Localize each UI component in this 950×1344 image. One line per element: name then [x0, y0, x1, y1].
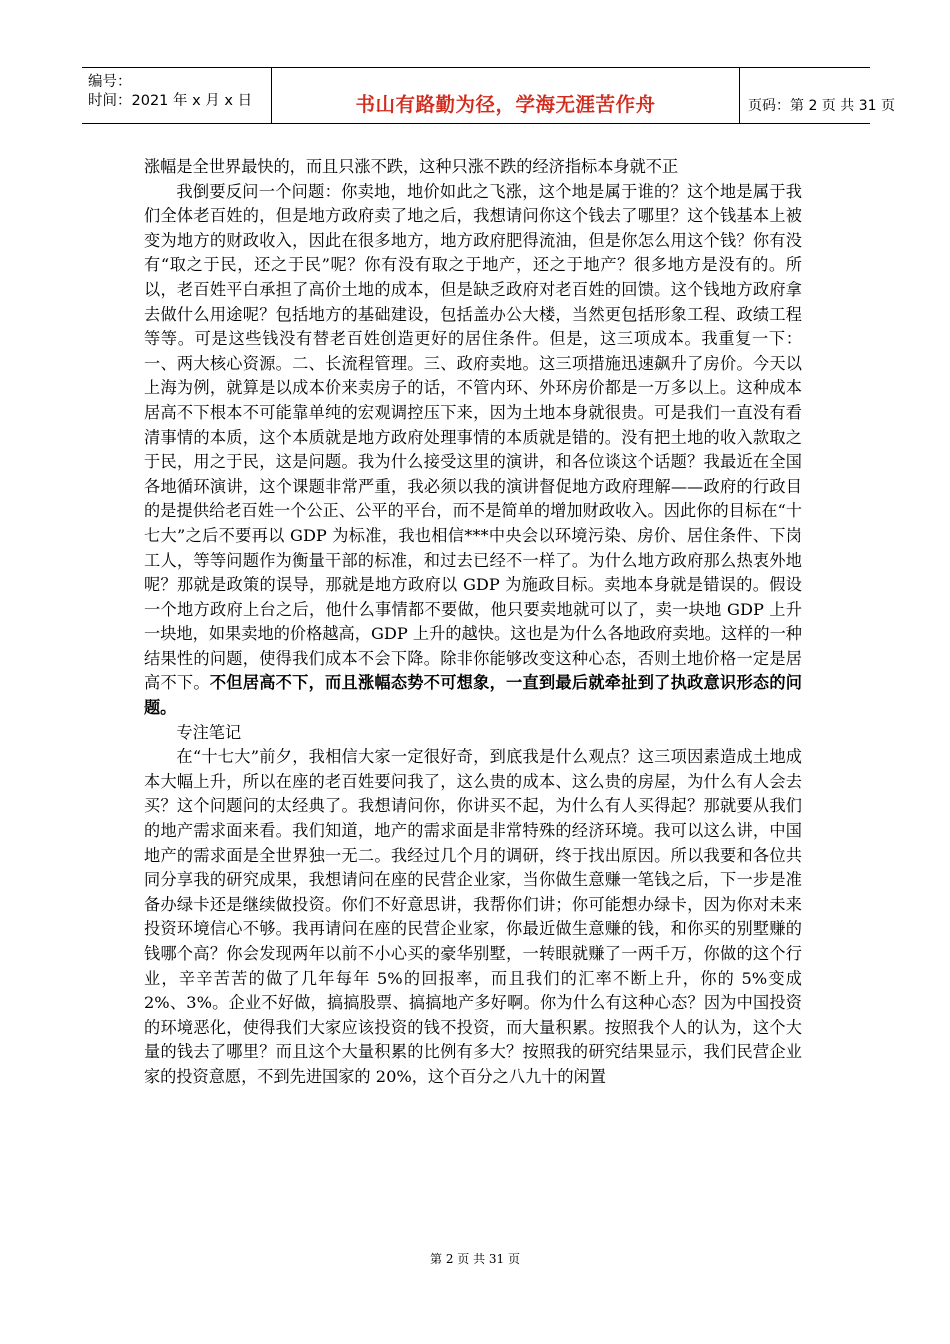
document-body	[144, 155, 802, 1090]
paragraph-text: 我倒要反问一个问题：你卖地，地价如此之飞涨，这个地是属于谁的？这个地是属于我们全体老百姓的，但是地方政府卖了地之后，我想请问你这个钱去了哪里？这个钱基本上被变为地方的财政收入，因此在很多地方，地方政府肥得流油，但是你怎么用这个钱？你有没有“取之于民，还之于民”呢？你有没有取之于地产，还之于地产？很多地方是没有的。所以，老百姓平白承担了高价土地的成本，但是缺乏政府对老百姓的回馈。这个钱地方政府拿去做什么用途呢？包括地方的基础建设，包括盖办公大楼，当然更包括形象工程、政绩工程等等。可是这些钱没有替老百姓创造更好的居住条件。但是，这三项成本。我重复一下：一、两大核心资源。二、长流程管理。三、政府卖地。这三项措施迅速飙升了房价。今天以上海为例，就算是以成本价来卖房子的话，不管内环、外环房价都是一万多以上。这种成本居高不下根本不可能靠单纯的宏观调控压下来，因为土地本身就很贵。可是我们一直没有看清事情的本质，这个本质就是地方政府处理事情的本质就是错的。没有把土地的收入款取之于民，用之于民，这是问题。我为什么接受这里的演讲，和各位谈这个话题？我最近在全国各地循环演讲，这个课题非常严重，我必须以我的演讲督促地方政府理解——政府的行政目的是提供给老百姓一个公正、公平的平台，而不是简单的增加财政收入。因此你的目标在“十七大”之后不要再以 GDP 为标准，我也相信***中央会以环境污染、房价、居住条件、下岗工人，等等问题作为衡量干部的标准，和过去已经不一样了。为什么地方政府那么热衷外地呢？那就是政策的误导，那就是地方政府以 GDP 为施政目标。卖地本身就是错误的。假设一个地方政府上台之后，他什么事情都不要做，他只要卖地就可以了，卖一块地 GDP 上升一块地，如果卖地的价格越高，GDP 上升的越快。这也是为什么各地政府卖地。这样的一种结果性的问题，使得我们成本不会下降。除非你能够改变这种心态，否则土地价格一定是居高不下。	[144, 181, 802, 693]
paragraph-bold-text: 不但居高不下，而且涨幅态势不可想象，一直到最后就牵扯到了执政意识形态的问题。	[144, 673, 802, 718]
paragraph-continuation: 涨幅是全世界最快的，而且只涨不跌，这种只涨不跌的经济指标本身就不正	[144, 157, 679, 176]
date-label: 时间：2021 年 x 月 x 日	[88, 93, 253, 109]
header-motto-cell	[271, 68, 740, 123]
serial-number-label: 编号：	[88, 74, 132, 90]
notes-heading: 专注笔记	[176, 722, 242, 742]
page-footer: 第 2 页 共 31 页	[430, 1252, 520, 1266]
paragraph-seventeenth-congress: 在“十七大”前夕，我相信大家一定很好奇，到底我是什么观点？这三项因素造成土地成本大幅上升，所以在座的老百姓要问我了，这么贵的成本、这么贵的房屋，为什么有人会去买？这个问题问的太经典了。我想请问你，你讲买不起，为什么有人买得起？那就要从我们的地产需求面来看。我们知道，地产的需求面是非常特殊的经济环境。我可以这么讲，中国地产的需求面是全世界独一无二。我经过几个月的调研，终于找出原因。所以我要和各位共同分享我的研究成果，我想请问在座的民营企业家，当你做生意赚一笔钱之后，下一步是准备办绿卡还是继续做投资。你们不好意思讲，我帮你们讲；你可能想办绿卡，因为你对未来投资环境信心不够。我再请问在座的民营企业家，你最近做生意赚的钱，和你买的别墅赚的钱哪个高？你会发现两年以前不小心买的豪华别墅，一转眼就赚了一两千万，你做的这个行业，辛辛苦苦的做了几年每年 5%的回报率，而且我们的汇率不断上升，你的 5%变成 2%、3%。企业不好做，搞搞股票、搞搞地产多好啊。你为什么有这种心态？因为中国投资的环境恶化，使得我们大家应该投资的钱不投资，而大量积累。按照我个人的认为，这个大量的钱去了哪里？而且这个大量积累的比例有多大？按照我的研究结果显示，我们民营企业家的投资意愿，不到先进国家的 20%，这个百分之八九十的闲置	[144, 747, 802, 1086]
page-header	[82, 67, 895, 124]
header-page-number: 页码：第 2 页 共 31 页	[748, 98, 895, 114]
header-motto: 书山有路勤为径，学海无涯苦作舟	[355, 92, 656, 116]
paragraph-land-question	[144, 180, 802, 721]
header-info	[82, 68, 271, 123]
